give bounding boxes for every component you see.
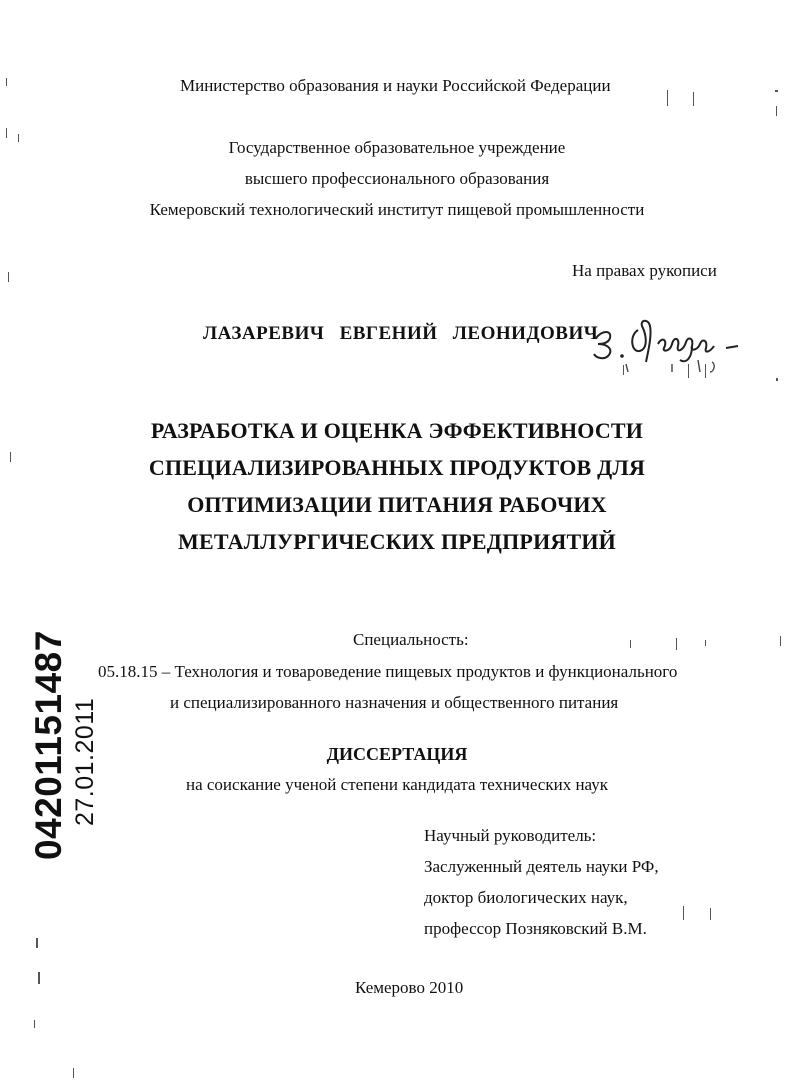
scan-artifact <box>6 128 7 138</box>
document-type-label: ДИССЕРТАЦИЯ <box>326 744 468 764</box>
specialty-label: Специальность: <box>353 630 469 649</box>
scan-artifact <box>36 938 38 948</box>
scan-artifact <box>775 90 778 92</box>
scan-artifact <box>630 640 631 648</box>
institution-line-2: высшего профессионального образования <box>244 169 550 188</box>
scan-artifact <box>18 134 19 142</box>
title-line-3: ОПТИМИЗАЦИИ ПИТАНИЯ РАБОЧИХ <box>187 492 607 517</box>
document-purpose: на соискание ученой степени кандидата технических наук <box>185 775 608 794</box>
supervisor-label: Научный руководитель: <box>424 826 597 845</box>
institution-line-1: Государственное образовательное учреждение <box>228 138 566 157</box>
scan-artifact <box>38 972 40 984</box>
scan-artifact <box>776 378 778 381</box>
supervisor-line-3: профессор Позняковский В.М. <box>424 919 647 938</box>
city-year: Кемерово 2010 <box>355 978 464 997</box>
specialty-line-1: 05.18.15 – Технология и товароведение пищевых продуктов и функционального <box>98 662 678 681</box>
supervisor-line-2: доктор биологических наук, <box>424 888 628 907</box>
scan-artifact <box>6 78 7 86</box>
scan-artifact <box>667 90 668 106</box>
scan-artifact <box>688 364 689 378</box>
institution-line-3: Кемеровский технологический институт пищевой промышленности <box>149 200 645 219</box>
scan-artifact <box>10 452 11 462</box>
title-line-2: СПЕЦИАЛИЗИРОВАННЫХ ПРОДУКТОВ ДЛЯ <box>148 455 646 480</box>
manuscript-note: На правах рукописи <box>572 261 717 280</box>
supervisor-line-1: Заслуженный деятель науки РФ, <box>424 857 659 876</box>
scan-artifact <box>780 636 781 646</box>
scan-artifact <box>683 906 684 920</box>
specialty-line-2: и специализированного назначения и общественного питания <box>170 693 619 712</box>
stamp-date: 27.01.2011 <box>71 697 99 826</box>
scan-artifact <box>8 272 9 282</box>
title-line-1: РАЗРАБОТКА И ОЦЕНКА ЭФФЕКТИВНОСТИ <box>150 418 644 443</box>
author-name: ЛАЗАРЕВИЧ ЕВГЕНИЙ ЛЕОНИДОВИЧ <box>203 323 599 344</box>
scan-artifact <box>710 908 711 920</box>
scan-artifact <box>34 1020 35 1028</box>
scan-artifact <box>623 365 624 375</box>
scan-artifact <box>676 638 677 650</box>
stamp-number: 04201151487 <box>28 630 69 860</box>
scan-artifact <box>705 640 706 646</box>
scan-artifact <box>776 106 777 116</box>
author-signature <box>588 300 763 375</box>
title-line-4: МЕТАЛЛУРГИЧЕСКИХ ПРЕДПРИЯТИЙ <box>178 529 616 554</box>
ministry-line: Министерство образования и науки Российской Федерации <box>180 76 611 95</box>
scan-artifact <box>705 364 706 378</box>
scan-artifact <box>73 1068 74 1078</box>
scan-artifact <box>693 92 694 106</box>
